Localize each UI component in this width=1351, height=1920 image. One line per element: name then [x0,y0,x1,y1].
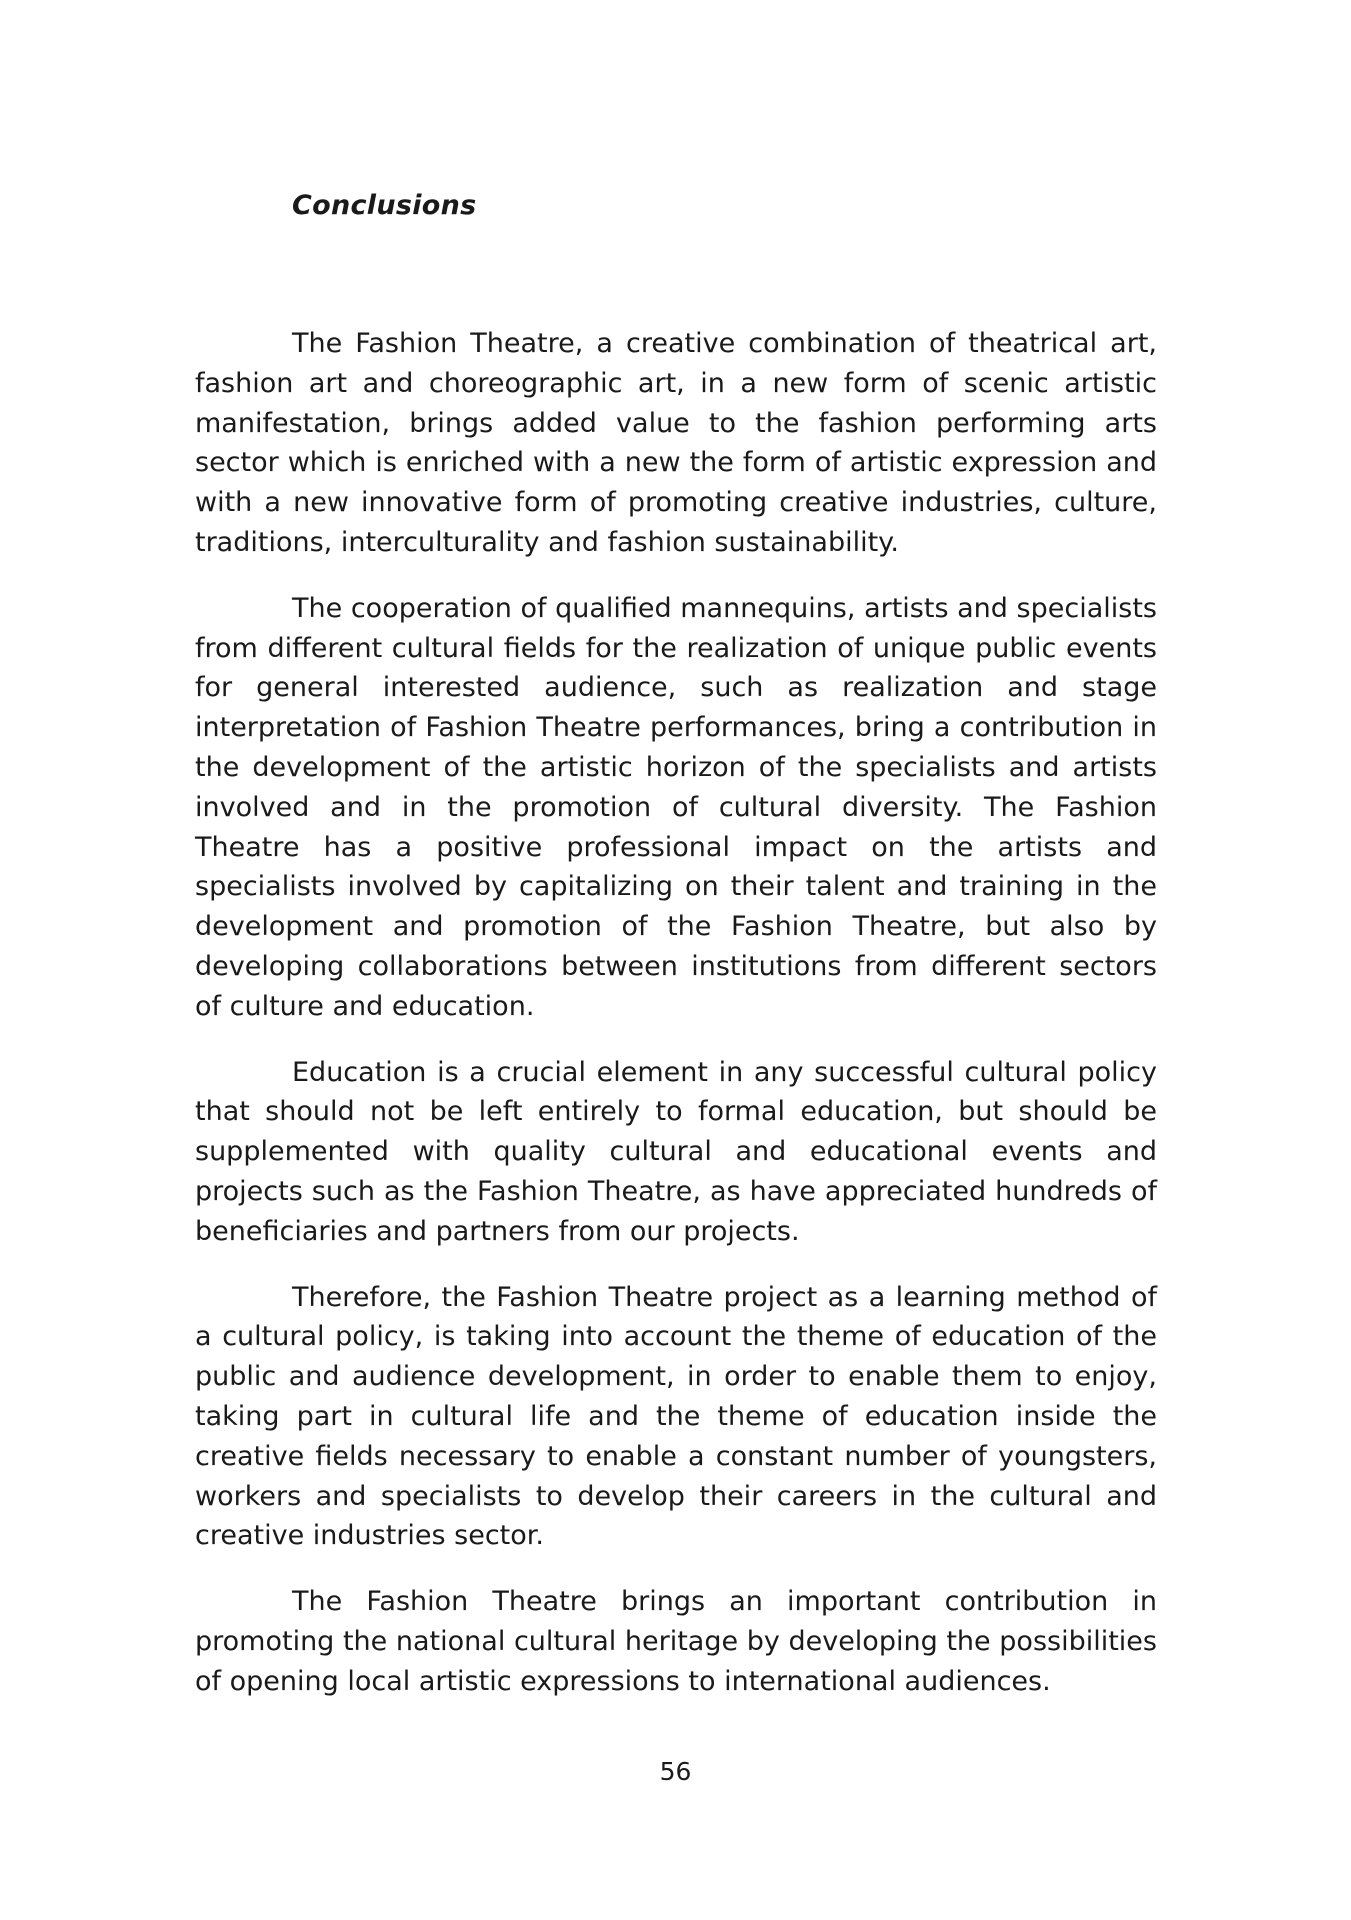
paragraph-1: The Fashion Theatre, a creative combination of theatrical art, fashion art and choreographic art, in a new form of scenic artistic manifestation, brings added value to the fashion performing arts sector which is enriched with a new the form of artistic expression and with a new innovative form of promoting creative industries, culture, traditions, interculturality and fashion sustainability. [195,328,1157,558]
page-number: 56 [659,1757,692,1786]
paragraph-5: The Fashion Theatre brings an important contribution in promoting the national cultural heritage by developing the possibilities of opening local artistic expressions to international audiences. [195,1586,1157,1697]
paragraph-4: Therefore, the Fashion Theatre project as a learning method of a cultural policy, is taking into account the theme of education of the public and audience development, in order to enable them to enjoy, taking part in cultural life and the theme of education inside the creative fields necessary to enable a constant number of youngsters, workers and specialists to develop their careers in the cultural and creative industries sector. [195,1281,1157,1552]
paragraph-2: The cooperation of qualified mannequins, artists and specialists from different cultural fields for the realization of unique public events for general interested audience, such as realization and stage interpretation of Fashion Theatre performances, bring a contribution in the development of the artistic horizon of the specialists and artists involved and in the promotion of cultural diversity. The Fashion Theatre has a positive professional impact on the artists and specialists involved by capitalizing on their talent and training in the development and promotion of the Fashion Theatre, but also by developing collaborations between institutions from different sectors of culture and education. [195,592,1157,1022]
body-text [195,324,1157,1728]
section-heading: Conclusions [292,190,477,221]
paragraph-3: Education is a crucial element in any successful cultural policy that should not be left entirely to formal education, but should be supplemented with quality cultural and educational events and projects such as the Fashion Theatre, as have appreciated hundreds of beneficiaries and partners from our projects. [195,1056,1157,1247]
